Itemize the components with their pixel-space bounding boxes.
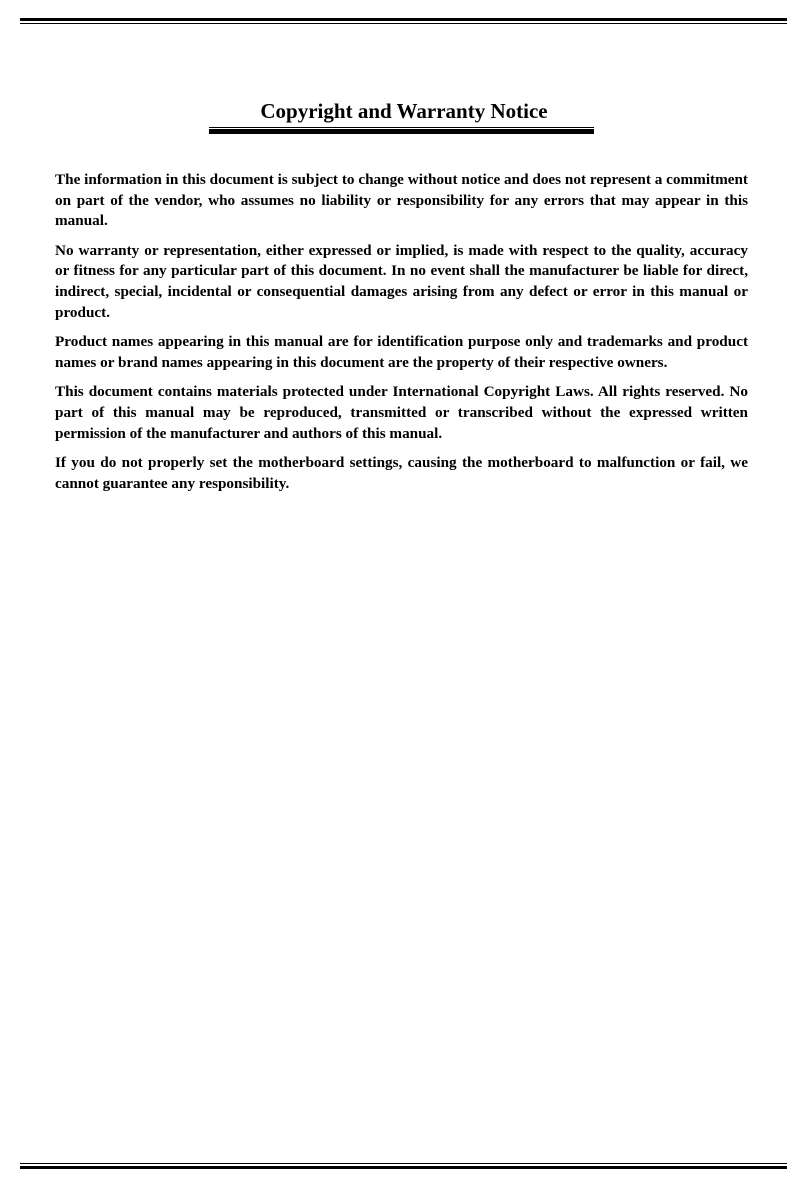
- footer-rule-thin-line: [20, 1163, 787, 1164]
- title-underline-thick-line: [209, 129, 594, 134]
- title-underline-thin-line: [209, 127, 594, 128]
- title-underline: [209, 127, 594, 134]
- paragraph-change-notice: The information in this document is subject to change without notice and does not represent a commitment on part of the vendor, who assumes no liability or responsibility for any errors that may appear in this manual.: [55, 171, 748, 230]
- notice-body: [55, 170, 748, 503]
- footer-rule-thick-line: [20, 1166, 787, 1169]
- paragraph-copyright: This document contains materials protected under International Copyright Laws. All rights reserved. No part of this manual may be reproduced, transmitted or transcribed without the expressed written permission of the manufacturer and authors of this manual.: [55, 383, 748, 442]
- header-rule-thick-line: [20, 18, 787, 21]
- footer-rule: [20, 1163, 787, 1169]
- paragraph-no-warranty: No warranty or representation, either expressed or implied, is made with respect to the quality, accuracy or fitness for any particular part of this document. In no event shall the manufacturer be liable for direct, indirect, special, incidental or consequential damages arising from any defect or error in this manual or product.: [55, 241, 748, 321]
- paragraph-settings-disclaimer: If you do not properly set the motherboard settings, causing the motherboard to malfunction or fail, we cannot guarantee any responsibility.: [55, 454, 748, 492]
- header-rule: [20, 18, 787, 24]
- header-rule-thin-line: [20, 23, 787, 24]
- paragraph-trademarks: Product names appearing in this manual are for identification purpose only and trademarks and product names or brand names appearing in this document are the property of their respective owners.: [55, 333, 748, 371]
- page-title: Copyright and Warranty Notice: [260, 99, 548, 123]
